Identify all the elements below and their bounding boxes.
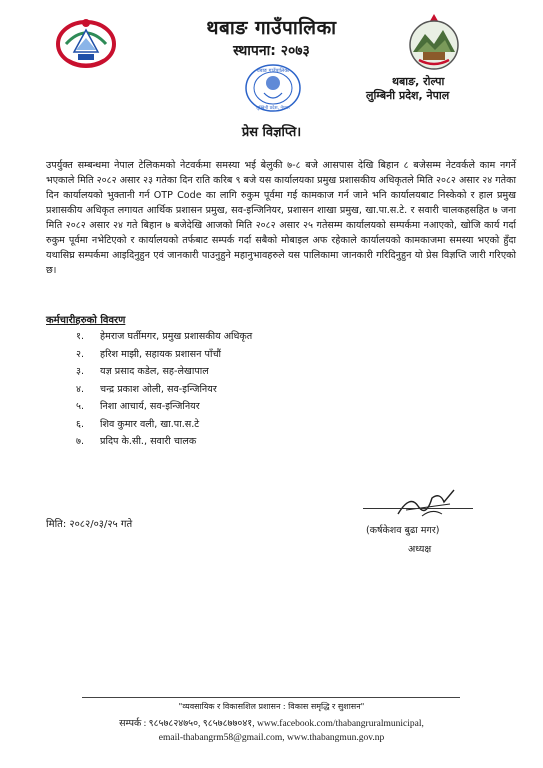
list-item <box>76 328 252 346</box>
footer-contact-line-2: email-thabangrm58@gmail.com, www.thabangmun.gov.np <box>158 733 385 743</box>
list-item-number: १. <box>76 331 85 342</box>
list-item-number: २. <box>76 348 85 360</box>
press-release-body: उपर्युक्त सम्बन्धमा नेपाल टेलिकमको नेटवर्कमा समस्या भई बेलुकी ७-८ बजे आसपास देखि बिहान ८ बजेसम्म नेटवर्कले काम नगर्ने भएकाले मिति २०८२ असार २३ गतेका दिन राति करिब ९ बजे यस कार्यालयका प्रमुख प्रशासकीय अधिकृतले मिति २०८२ असार २४ गतेका दिन कार्यालयको भुक्तानी गर्न OTP Code का लागि रुकुम पूर्वमा गई कामकाज गर्न जाने भनि कार्यालयबाट निस्केको र हाल प्रमुख प्रशासकीय अधिकृत लगायत आर्थिक प्रशासन प्रमुख, सव-इन्जिनियर, प्रशासन शाखा प्रमुख, खा.पा.स.टे. र सवारी चालकहसहित ७ जना मिति २०८२ असार २४ गते बिहान ७ बजेदेखि आजको मिति २०८२ असार २५ गतेसम्म कार्यालयको सम्पर्कमा नआएको, खोजि कार्य गर्दा रुकुम पूर्वमा नभेटिएको र कार्यालयको तर्फबाट सम्पर्क गर्दा सबैको मोबाइल अफ रहेकाले कार्यालयको कामकाजमा समस्या भएको हुँदा यथासिघ्र सम्पर्कमा आइदिनुहुन एवं जानकारी पाउनुहुने महानुभावहरुले यस पालिकामा जानकारी गरिदिनुहुन यो प्रेस विज्ञप्ति जारी गरिएको छ। <box>46 160 516 276</box>
footer-contact-line-1: सम्पर्क : ९८५७८२४७५०, ९८५७८७७०४१, www.facebook.com/thabangruralmunicipal, <box>119 719 424 729</box>
address-line-1: थबाङ, रोल्पा <box>392 75 445 88</box>
office-stamp-icon <box>244 63 302 113</box>
list-item-number: ७. <box>76 436 85 447</box>
stamp-text-bottom: लुम्बिनी प्रदेश, नेपाल <box>256 106 290 111</box>
list-item <box>76 381 252 399</box>
footer-divider <box>82 697 460 698</box>
list-item <box>76 398 252 416</box>
list-item-number: ५. <box>76 401 85 412</box>
municipality-logo-icon <box>405 12 463 70</box>
footer-motto: "व्यवसायिक र विकासशिल प्रशासन : विकास समृद्धि र सुशासन" <box>178 702 365 711</box>
list-item-number: ४. <box>76 383 85 395</box>
established-year: स्थापना: २०७३ <box>233 43 310 59</box>
list-item-text: शिव कुमार वली, खा.पा.स.टे <box>100 418 200 430</box>
list-item-number: ६. <box>76 418 85 430</box>
signature-line <box>363 508 473 509</box>
list-item-text: निशा आचार्य, सव-इन्जिनियर <box>100 401 200 412</box>
list-item-text: हेमराज घर्तीमगर, प्रमुख प्रशासकीय अधिकृत <box>100 331 253 342</box>
list-item <box>76 346 252 364</box>
list-item-text: प्रदिप के.सी., सवारी चालक <box>100 436 197 447</box>
municipality-title: थबाङ गाउँपालिका <box>206 17 337 39</box>
address-line-2: लुम्बिनी प्रदेश, नेपाल <box>366 89 450 102</box>
list-item-text: यज्ञ प्रसाद कडेल, सह-लेखापाल <box>100 366 209 377</box>
stamp-text-top: थबाङ गाउँपालिका <box>256 68 290 74</box>
list-item <box>76 433 252 451</box>
signature-icon <box>392 484 462 522</box>
staff-details-heading: कर्मचारीहरुको विवरण <box>46 315 126 326</box>
list-item <box>76 363 252 381</box>
list-item <box>76 416 252 434</box>
list-item-number: ३. <box>76 366 85 377</box>
list-item-text: हरिश माझी, सहायक प्रशासन पाँचौं <box>100 348 222 360</box>
nepal-emblem-icon <box>54 14 118 70</box>
issue-date: मिति: २०८२/०३/२५ गते <box>46 519 133 530</box>
press-release-heading: प्रेस विज्ञप्ति। <box>241 125 302 140</box>
list-item-text: चन्द्र प्रकाश ओली, सव-इन्जिनियर <box>100 383 217 395</box>
staff-list <box>76 328 252 451</box>
signatory-name: (कर्षकेशव बुढा मगर) <box>366 525 440 536</box>
signatory-role: अध्यक्ष <box>408 544 432 555</box>
